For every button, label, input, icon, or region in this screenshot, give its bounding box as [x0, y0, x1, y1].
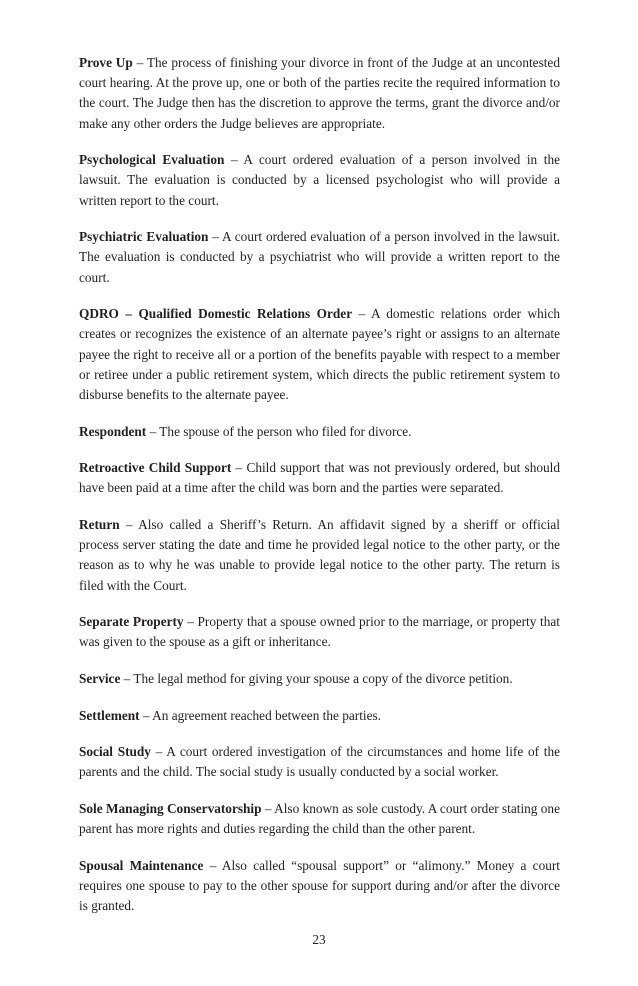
- glossary-term: Separate Property: [79, 614, 184, 630]
- glossary-definition: – Also called “spousal support” or “alimony.” Money a court requires one spouse to pay to the other spouse for support during and/or after the divorce is granted.: [79, 857, 560, 914]
- glossary-definition: – Property that a spouse owned prior to the marriage, or property that was given to the spouse as a gift or inheritance.: [79, 614, 560, 650]
- glossary-definition: – The spouse of the person who filed for divorce.: [146, 423, 412, 439]
- glossary-term: Spousal Maintenance: [79, 857, 204, 873]
- glossary-definition: – The legal method for giving your spouse a copy of the divorce petition.: [120, 671, 513, 686]
- glossary-term: Respondent: [79, 423, 147, 439]
- glossary-term: QDRO – Qualified Domestic Relations Order: [79, 306, 353, 322]
- glossary-entry-respondent: [79, 422, 560, 442]
- glossary-page: [79, 53, 560, 933]
- glossary-term: Social Study: [79, 744, 151, 760]
- glossary-term: Sole Managing Conservatorship: [79, 800, 262, 816]
- glossary-entry-retroactive-child-support: [79, 458, 560, 498]
- glossary-entry-social-study: [79, 742, 560, 782]
- glossary-definition: – Child support that was not previously ordered, but should have been paid at a time after the child was born and the parties were separated.: [79, 460, 560, 496]
- glossary-term: Retroactive Child Support: [79, 460, 232, 476]
- glossary-definition: – A court ordered evaluation of a person involved in the lawsuit. The evaluation is conducted by a psychiatrist who will provide a written report to the court.: [79, 229, 561, 285]
- glossary-entry-psychiatric-evaluation: [79, 227, 560, 288]
- glossary-term: Service: [79, 671, 121, 686]
- glossary-entry-spousal-maintenance: [79, 856, 560, 917]
- glossary-term: Settlement: [79, 707, 140, 723]
- glossary-entry-prove-up: [79, 53, 560, 134]
- glossary-definition: – A court ordered investigation of the circumstances and home life of the parents and the child. The social study is usually conducted by a social worker.: [79, 744, 561, 780]
- glossary-entry-service: [79, 669, 560, 689]
- glossary-entry-separate-property: [79, 612, 560, 652]
- glossary-definition: – A domestic relations order which creates or recognizes the existence of an alternate payee’s right or assigns to an alternate payee the right to receive all or a portion of the benefits payable with respect to a member or retiree under a public retirement system, which directs the public retirement system to disburse benefits to the alternate payee.: [79, 306, 560, 403]
- glossary-definition: – A court ordered evaluation of a person involved in the lawsuit. The evaluation is conducted by a licensed psychologist who will provide a written report to the court.: [79, 152, 560, 208]
- glossary-entry-return: [79, 515, 560, 596]
- glossary-entry-qdro: [79, 304, 560, 405]
- glossary-term: Psychiatric Evaluation: [79, 229, 209, 245]
- glossary-definition: – Also called a Sheriff’s Return. An affidavit signed by a sheriff or official process server stating the date and time he provided legal notice to the other party, or the reason as to why he was unable to provide legal notice to the other party. The return is filed with the Court.: [79, 517, 560, 593]
- glossary-definition: – The process of finishing your divorce in front of the Judge at an uncontested court hearing. At the prove up, one or both of the parties recite the required information to the court. The Judge then has the discretion to approve the terms, grant the divorce and/or make any other orders the Judge believes are appropriate.: [79, 55, 560, 131]
- glossary-definition: – An agreement reached between the parties.: [139, 707, 382, 723]
- glossary-term: Psychological Evaluation: [79, 152, 225, 168]
- glossary-entry-psychological-evaluation: [79, 150, 560, 211]
- page-number: 23: [312, 932, 326, 947]
- glossary-term: Return: [79, 517, 120, 532]
- glossary-definition: – Also known as sole custody. A court order stating one parent has more rights and duties regarding the child than the other parent.: [79, 800, 560, 837]
- glossary-entry-settlement: [79, 706, 560, 726]
- glossary-term: Prove Up: [79, 55, 133, 70]
- glossary-entry-sole-managing-conservatorship: [79, 799, 560, 839]
